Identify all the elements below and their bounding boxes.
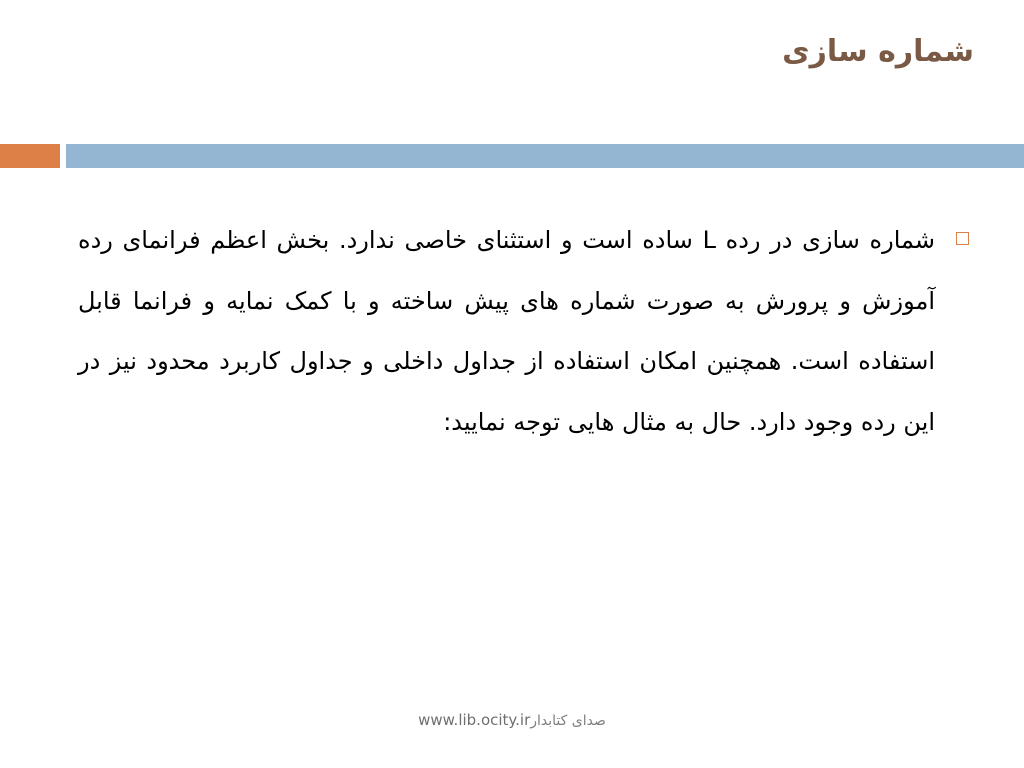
footer-url[interactable]: www.lib.ocity.ir	[418, 711, 531, 729]
slide-title: شماره سازی	[782, 34, 974, 69]
footer	[0, 708, 1024, 733]
bullet-item	[78, 210, 973, 452]
footer-site-name: صدای کتابدار	[530, 713, 606, 729]
accent-bar-blue	[66, 144, 1024, 168]
accent-bar-orange	[0, 144, 60, 168]
hollow-square-bullet-icon	[956, 232, 969, 245]
bullet-list	[78, 210, 973, 452]
bullet-text: شماره سازی در رده L ساده است و استثنای خاصی ندارد. بخش اعظم فرانمای رده آموزش و پرورش به صورت شماره های پیش ساخته و با کمک نمایه و فرانما قابل استفاده است. همچنین امکان استفاده از جداول داخلی و جداول کاربرد محدود نیز در این رده وجود دارد. حال به مثال هایی توجه نمایید:	[78, 226, 936, 436]
